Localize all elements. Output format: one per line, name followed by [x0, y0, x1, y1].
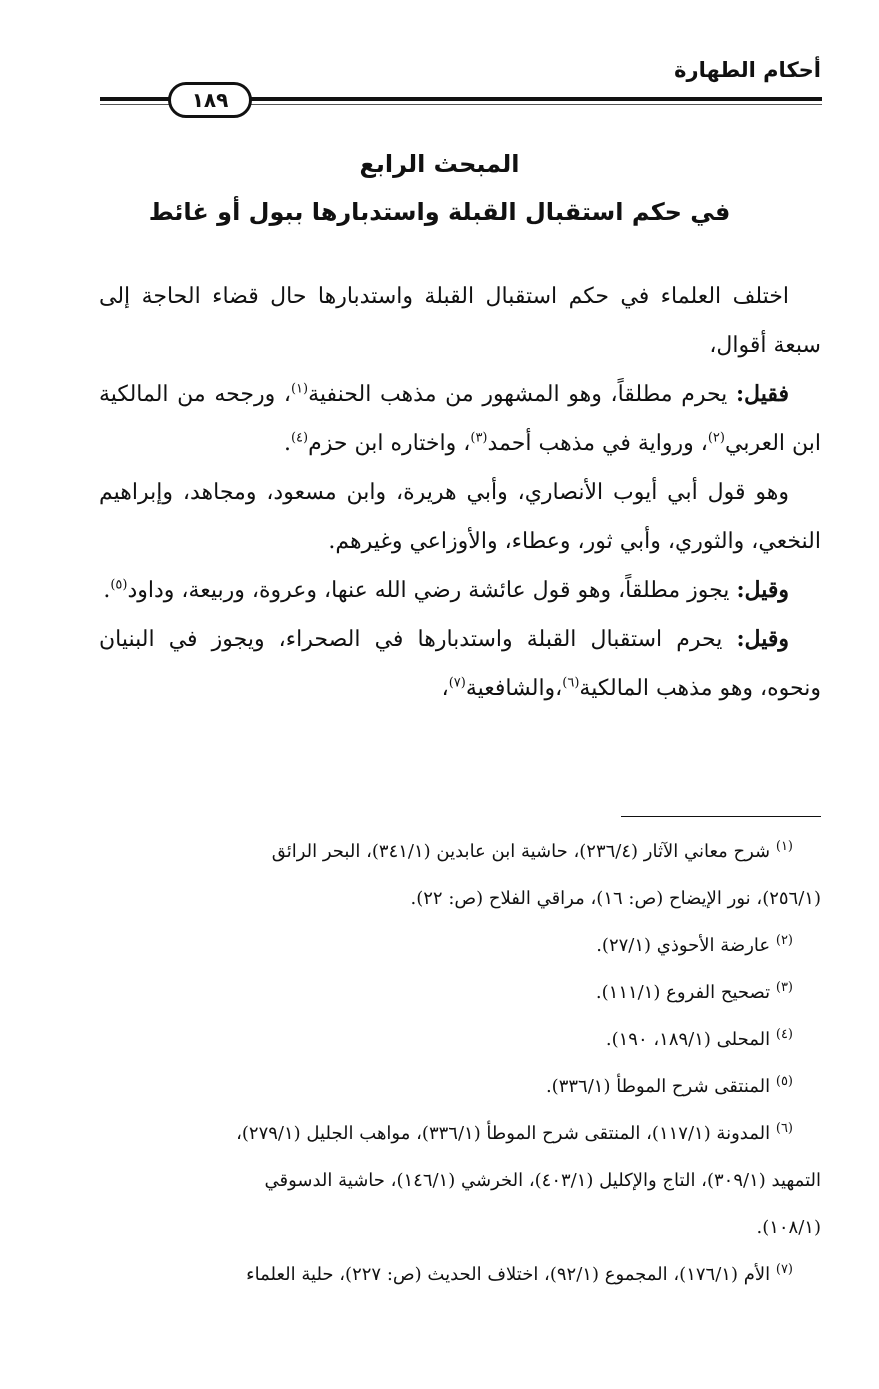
footnote-2 — [99, 922, 821, 969]
footnote-6-cont: (١٠٨/١). — [756, 1217, 821, 1238]
footnote-text: تصحيح الفروع (١١١/١). — [595, 982, 776, 1003]
footnote-3 — [99, 969, 821, 1016]
paragraph-first-opinion — [99, 370, 821, 468]
page-number: ١٨٩ — [168, 82, 252, 118]
paragraph-text: يجوز مطلقاً، وهو قول عائشة رضي الله عنها، وعروة، وربيعة، وداود — [127, 578, 737, 603]
paragraph-text: ، ورجحه من المالكية ابن العربي — [99, 382, 821, 456]
footnote-ref: (٢) — [707, 430, 725, 446]
opinion-lead: وقيل: — [736, 577, 789, 603]
paragraph-supporters: وهو قول أبي أيوب الأنصاري، وأبي هريرة، وابن مسعود، ومجاهد، وإبراهيم النخعي، والثوري، وأبي ثور، وعطاء، والأوزاعي وغيرهم. — [99, 480, 821, 554]
footnote-text: الأم (١٧٦/١)، المجموع (٩٢/١)، اختلاف الحديث (ص: ٢٢٧)، حلية العلماء — [246, 1264, 776, 1285]
paragraph-second-opinion — [99, 566, 821, 615]
footnote-6 — [99, 1110, 821, 1157]
paragraph-text: . — [103, 578, 111, 603]
footnote-text: المنتقى شرح الموطأ (٣٣٦/١). — [545, 1076, 776, 1097]
footnote-4 — [99, 1016, 821, 1063]
body-text — [99, 272, 821, 713]
footnote-separator — [621, 816, 821, 817]
paragraph-text: يحرم استقبال القبلة واستدبارها في الصحراء، ويجوز في البنيان ونحوه، وهو مذهب المالكية — [99, 627, 821, 701]
footnote-ref: (٥) — [110, 577, 128, 593]
footnote-mark: (٢) — [775, 933, 793, 948]
footnote-text: شرح معاني الآثار (٢٣٦/٤)، حاشية ابن عابدين (٣٤١/١)، البحر الرائق — [271, 841, 776, 862]
paragraph-text: ، ورواية في مذهب أحمد — [487, 431, 708, 456]
paragraph-text: ،والشافعية — [465, 676, 563, 701]
footnote-mark: (٥) — [775, 1074, 793, 1089]
footnote-text: المدونة (١١٧/١)، المنتقى شرح الموطأ (٣٣٦/١)، مواهب الجليل (٢٧٩/١)، — [236, 1123, 776, 1144]
running-title: أحكام الطهارة — [674, 58, 821, 82]
footnote-ref: (١) — [290, 381, 309, 397]
footnotes — [99, 828, 821, 1298]
footnote-mark: (٦) — [775, 1121, 793, 1136]
footnote-7 — [99, 1251, 821, 1298]
footnote-ref: (٧) — [448, 675, 466, 691]
footnote-ref: (٤) — [290, 430, 309, 446]
footnote-mark: (٣) — [775, 980, 793, 995]
opinion-lead: وقيل: — [736, 626, 789, 652]
paragraph-third-opinion — [99, 615, 821, 713]
footnote-ref: (٣) — [470, 430, 488, 446]
footnote-text: المحلى (١٨٩/١، ١٩٠). — [605, 1029, 776, 1050]
footnote-1 — [99, 828, 821, 875]
footnote-6-cont: التمهيد (٣٠٩/١)، التاج والإكليل (٤٠٣/١)، الخرشي (١٤٦/١)، حاشية الدسوقي — [264, 1170, 821, 1191]
paragraph-text: ، — [441, 676, 449, 701]
paragraph-text: ، واختاره ابن حزم — [308, 431, 471, 456]
footnote-5 — [99, 1063, 821, 1110]
intro-paragraph: اختلف العلماء في حكم استقبال القبلة واستدبارها حال قضاء الحاجة إلى سبعة أقوال، — [99, 284, 821, 358]
footnote-ref: (٦) — [562, 675, 580, 691]
paragraph-text: يحرم مطلقاً، وهو المشهور من مذهب الحنفية — [308, 382, 736, 407]
footnote-1-cont: (٢٥٦/١)، نور الإيضاح (ص: ١٦)، مراقي الفلاح (ص: ٢٢). — [410, 888, 821, 909]
section-subtitle: في حكم استقبال القبلة واستدبارها ببول أو غائط — [148, 198, 731, 226]
footnote-mark: (٤) — [775, 1027, 793, 1042]
paragraph-text: . — [283, 431, 291, 456]
footnote-mark: (١) — [775, 839, 793, 854]
section-title: المبحث الرابع — [359, 150, 520, 178]
opinion-lead: فقيل: — [735, 381, 790, 407]
footnote-mark: (٧) — [775, 1262, 793, 1277]
footnote-text: عارضة الأحوذي (٢٧/١). — [596, 935, 776, 956]
